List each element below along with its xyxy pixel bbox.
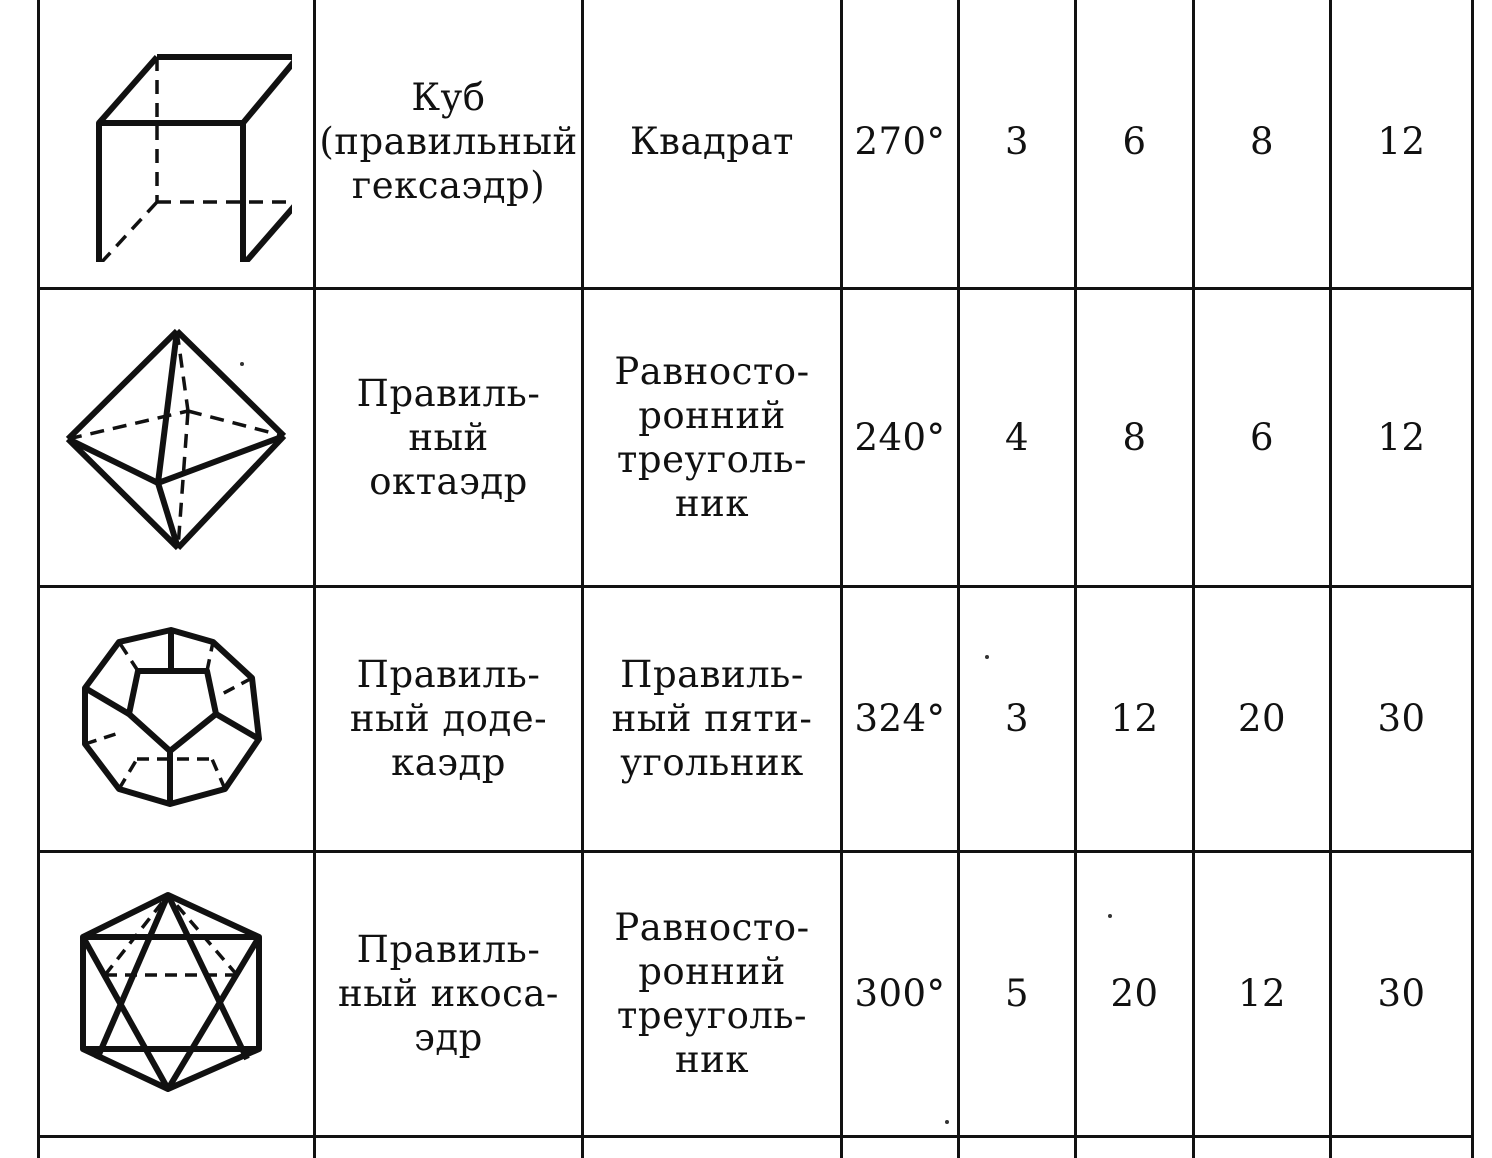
angle-sum: 270°: [842, 0, 959, 289]
empty-cell: [1076, 1137, 1194, 1158]
faces-count: 12: [1076, 587, 1194, 852]
angle-sum: 324°: [842, 587, 959, 852]
angle-sum: 240°: [842, 289, 959, 587]
regular-polyhedra-table: [37, 0, 1474, 1158]
faces-count: 8: [1076, 289, 1194, 587]
edges-per-vertex: 3: [959, 587, 1076, 852]
empty-cell: [842, 1137, 959, 1158]
face-type: Равносто- ронний треуголь- ник: [583, 852, 842, 1137]
scan-speck: [240, 362, 244, 366]
edges-count: 30: [1331, 587, 1473, 852]
empty-cell: [583, 1137, 842, 1158]
figure-cell: [39, 0, 315, 289]
vertices-count: 12: [1194, 852, 1331, 1137]
edges-count: 12: [1331, 0, 1473, 289]
faces-count: 20: [1076, 852, 1194, 1137]
edges-count: 12: [1331, 289, 1473, 587]
face-type: Равносто- ронний треуголь- ник: [583, 289, 842, 587]
table-row-dodecahedron: [39, 587, 1473, 852]
empty-cell: [959, 1137, 1076, 1158]
scan-speck: [985, 655, 989, 659]
table-row-cube: [39, 0, 1473, 289]
cube-icon: [62, 22, 292, 262]
empty-cell: [315, 1137, 583, 1158]
empty-cell: [1194, 1137, 1331, 1158]
figure-cell: [39, 289, 315, 587]
edges-per-vertex: 3: [959, 0, 1076, 289]
figure-cell: [39, 852, 315, 1137]
octahedron-icon: [62, 323, 292, 553]
face-type: Правиль- ный пяти- угольник: [583, 587, 842, 852]
polyhedron-name: Правиль- ный икоса- эдр: [315, 852, 583, 1137]
polyhedron-name: Правиль- ный доде- каэдр: [315, 587, 583, 852]
faces-count: 6: [1076, 0, 1194, 289]
table-row-octahedron: [39, 289, 1473, 587]
face-type: Квадрат: [583, 0, 842, 289]
empty-cell: [1331, 1137, 1473, 1158]
empty-cell: [39, 1137, 315, 1158]
edges-per-vertex: 4: [959, 289, 1076, 587]
scan-speck: [945, 1120, 949, 1124]
icosahedron-icon: [77, 889, 277, 1099]
table-row-cut-off: [39, 1137, 1473, 1158]
polyhedron-name: Правиль- ный октаэдр: [315, 289, 583, 587]
scan-speck: [1108, 914, 1112, 918]
vertices-count: 6: [1194, 289, 1331, 587]
edges-count: 30: [1331, 852, 1473, 1137]
dodecahedron-icon: [77, 624, 277, 814]
vertices-count: 8: [1194, 0, 1331, 289]
edges-per-vertex: 5: [959, 852, 1076, 1137]
vertices-count: 20: [1194, 587, 1331, 852]
polyhedron-name: Куб (правильный гексаэдр): [315, 0, 583, 289]
angle-sum: 300°: [842, 852, 959, 1137]
figure-cell: [39, 587, 315, 852]
table-row-icosahedron: [39, 852, 1473, 1137]
